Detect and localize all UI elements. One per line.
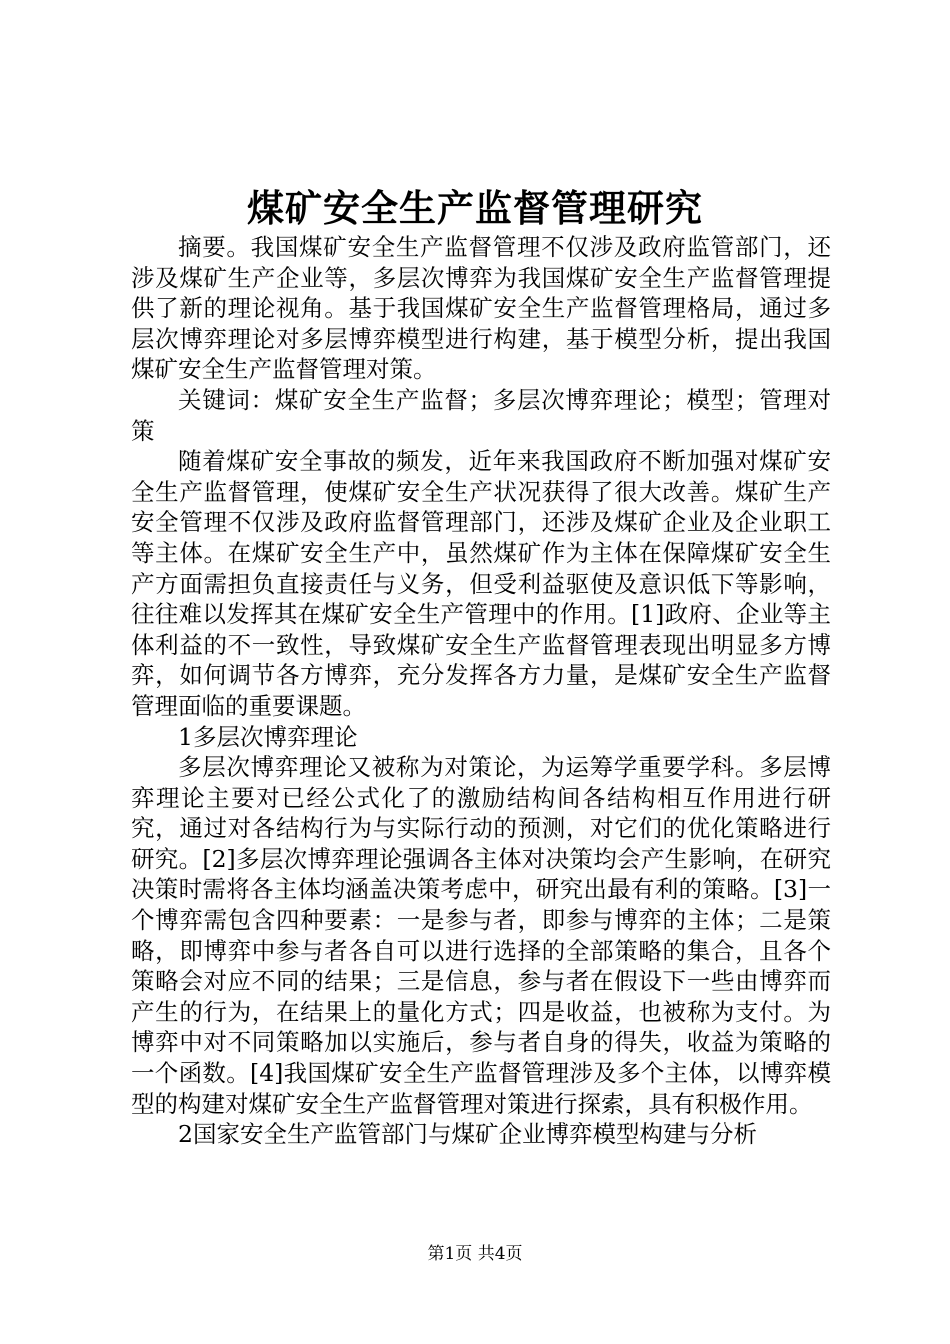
page-number-footer: 第1页 共4页 — [427, 1244, 523, 1264]
abstract-paragraph: 摘要。我国煤矿安全生产监督管理不仅涉及政府监管部门，还涉及煤矿生产企业等，多层次博弈为我国煤矿安全生产监督管理提供了新的理论视角。基于我国煤矿安全生产监督管理格局，通过多层次博弈理论对多层博弈模型进行构建，基于模型分析，提出我国煤矿安全生产监督管理对策。 — [131, 233, 831, 384]
section-1-paragraph: 多层次博弈理论又被称为对策论，为运筹学重要学科。多层博弈理论主要对已经公式化了的激励结构间各结构相互作用进行研究，通过对各结构行为与实际行动的预测，对它们的优化策略进行研究。[2]多层次博弈理论强调各主体对决策均会产生影响，在研究决策时需将各主体均涵盖决策考虑中，研究出最有利的策略。[3]一个博弈需包含四种要素：一是参与者，即参与博弈的主体；二是策略，即博弈中参与者各自可以进行选择的全部策略的集合，且各个策略会对应不同的结果；三是信息，参与者在假设下一些由博弈而产生的行为，在结果上的量化方式；四是收益，也被称为支付。为博弈中对不同策略加以实施后，参与者自身的得失，收益为策略的一个函数。[4]我国煤矿安全生产监督管理涉及多个主体，以博弈模型的构建对煤矿安全生产监督管理对策进行探索，具有积极作用。 — [131, 753, 831, 1118]
document-body — [131, 232, 831, 1150]
document-title: 煤矿安全生产监督管理研究 — [247, 186, 703, 230]
section-heading-2: 2国家安全生产监管部门与煤矿企业博弈模型构建与分析 — [178, 1120, 757, 1149]
intro-paragraph: 随着煤矿安全事故的频发，近年来我国政府不断加强对煤矿安全生产监督管理，使煤矿安全生产状况获得了很大改善。煤矿生产安全管理不仅涉及政府监督管理部门，还涉及煤矿企业及企业职工等主体。在煤矿安全生产中，虽然煤矿作为主体在保障煤矿安全生产方面需担负直接责任与义务，但受利益驱使及意识低下等影响，往往难以发挥其在煤矿安全生产管理中的作用。[1]政府、企业等主体利益的不一致性，导致煤矿安全生产监督管理表现出明显多方博弈，如何调节各方博弈，充分发挥各方力量，是煤矿安全生产监督管理面临的重要课题。 — [131, 447, 831, 720]
keywords-paragraph: 关键词：煤矿安全生产监督；多层次博弈理论；模型；管理对策 — [131, 385, 831, 445]
section-heading-1: 1多层次博弈理论 — [178, 722, 358, 751]
